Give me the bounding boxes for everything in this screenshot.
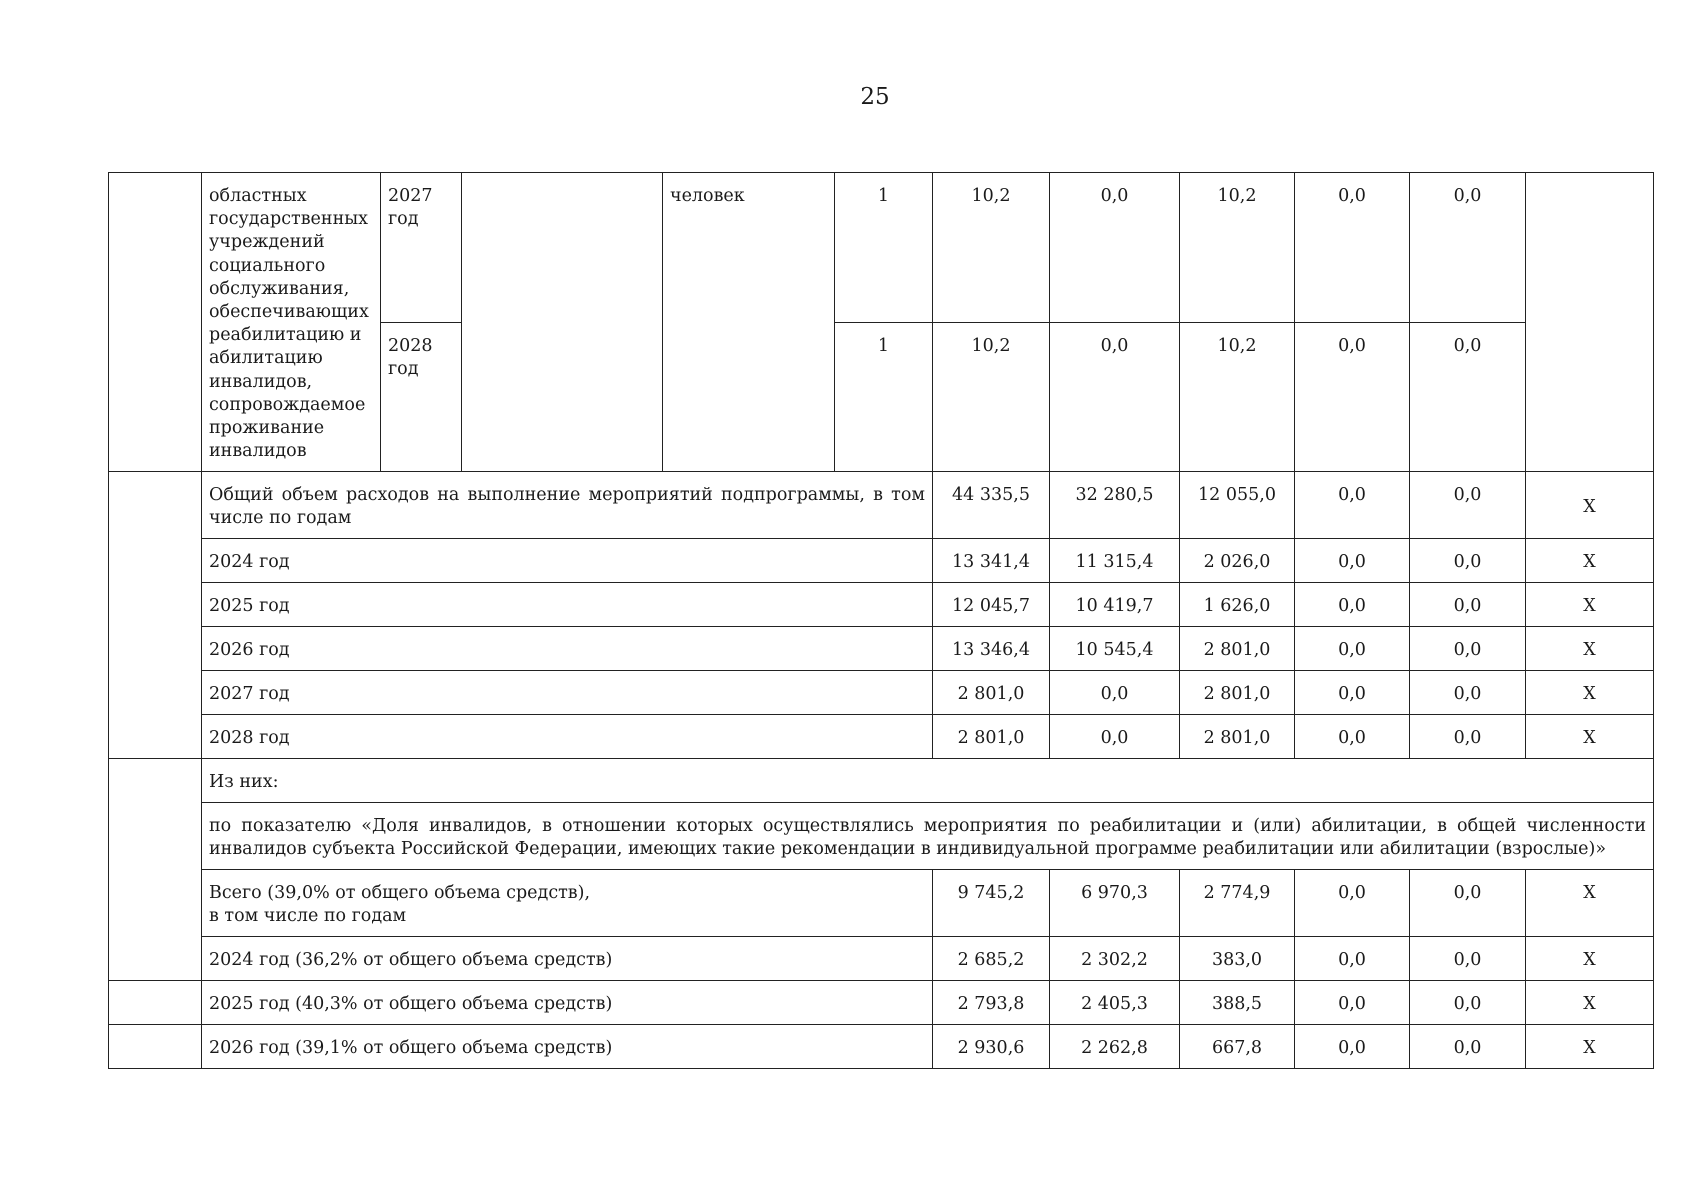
federal-cell: 0,0 [1050,322,1180,472]
table-row [109,870,1654,937]
indicator-text: по показателю «Доля инвалидов, в отношении которых осуществлялись мероприятия по реабилитации и (или) абилитации, в общей численности инвалидов субъекта Российской Федерации, имеющих такие рекомендации в индивидуальной программе реабилитации или абилитации (взрослые)» [202,803,1654,870]
table-row [109,173,1654,323]
other-cell: 0,0 [1410,981,1526,1025]
table-row [109,981,1654,1025]
total-cell: 9 745,2 [933,870,1050,937]
year-cell: 2027 год [381,173,462,323]
regional-cell: 2 801,0 [1180,671,1295,715]
year-label: 2026 год (39,1% от общего объема средств) [202,1025,933,1069]
other-cell: 0,0 [1410,870,1526,937]
municipal-cell: 0,0 [1295,870,1410,937]
municipal-cell: 0,0 [1295,937,1410,981]
x-mark-cell: X [1526,472,1654,539]
count-cell: 1 [835,173,933,323]
municipal-cell: 0,0 [1295,1025,1410,1069]
x-mark-cell: X [1526,671,1654,715]
total-cell: 10,2 [933,322,1050,472]
totals-label: Общий объем расходов на выполнение мероприятий подпрограммы, в том числе по годам [202,472,933,539]
subtotal-label-line-1: Всего (39,0% от общего объема средств), [209,883,591,904]
year-label: 2027 год [202,671,933,715]
year-label: 2028 год [202,715,933,759]
empty-index-cell [109,981,202,1025]
x-mark-cell: X [1526,1025,1654,1069]
subtotal-label [202,870,933,937]
municipal-cell: 0,0 [1295,539,1410,583]
x-mark-cell: X [1526,870,1654,937]
x-mark-cell: X [1526,583,1654,627]
regional-cell: 667,8 [1180,1025,1295,1069]
empty-cell [1526,173,1654,472]
federal-cell: 6 970,3 [1050,870,1180,937]
federal-cell: 0,0 [1050,671,1180,715]
table-row [109,937,1654,981]
total-cell: 13 341,4 [933,539,1050,583]
federal-cell: 10 545,4 [1050,627,1180,671]
other-cell: 0,0 [1410,715,1526,759]
federal-cell: 0,0 [1050,173,1180,323]
unit-cell: человек [663,173,835,472]
year-label: 2025 год (40,3% от общего объема средств) [202,981,933,1025]
budget-table [108,172,1654,1069]
year-label: 2024 год [202,539,933,583]
municipal-cell: 0,0 [1295,627,1410,671]
regional-cell: 2 774,9 [1180,870,1295,937]
x-mark-cell: X [1526,539,1654,583]
total-cell: 2 685,2 [933,937,1050,981]
regional-cell: 2 026,0 [1180,539,1295,583]
other-cell: 0,0 [1410,671,1526,715]
total-cell: 2 793,8 [933,981,1050,1025]
regional-cell: 12 055,0 [1180,472,1295,539]
federal-cell: 32 280,5 [1050,472,1180,539]
municipal-cell: 0,0 [1295,981,1410,1025]
municipal-cell: 0,0 [1295,715,1410,759]
count-cell: 1 [835,322,933,472]
municipal-cell: 0,0 [1295,583,1410,627]
empty-index-cell [109,759,202,981]
other-cell: 0,0 [1410,583,1526,627]
table-row [109,583,1654,627]
regional-cell: 383,0 [1180,937,1295,981]
table-row [109,759,1654,803]
subtotal-label-line-2: в том числе по годам [209,906,407,927]
table-row [109,803,1654,870]
empty-index-cell [109,173,202,472]
x-mark-cell: X [1526,627,1654,671]
regional-cell: 388,5 [1180,981,1295,1025]
measure-name: областных государственных учреждений социального обслуживания, обеспечивающих реабилитацию и абилитацию инвалидов, сопровождаемое проживание инвалидов [202,173,381,472]
empty-cell [462,173,663,472]
regional-cell: 2 801,0 [1180,627,1295,671]
year-label: 2024 год (36,2% от общего объема средств) [202,937,933,981]
federal-cell: 2 302,2 [1050,937,1180,981]
federal-cell: 2 405,3 [1050,981,1180,1025]
x-mark-cell: X [1526,981,1654,1025]
other-cell: 0,0 [1410,472,1526,539]
x-mark-cell: X [1526,715,1654,759]
federal-cell: 0,0 [1050,715,1180,759]
regional-cell: 10,2 [1180,322,1295,472]
empty-index-cell [109,472,202,759]
table-row [109,1025,1654,1069]
table-row [109,472,1654,539]
total-cell: 2 801,0 [933,671,1050,715]
table-row [109,539,1654,583]
page-number: 25 [860,84,890,110]
total-cell: 13 346,4 [933,627,1050,671]
regional-cell: 10,2 [1180,173,1295,323]
other-cell: 0,0 [1410,539,1526,583]
other-cell: 0,0 [1410,627,1526,671]
year-cell: 2028 год [381,322,462,472]
table-row [109,627,1654,671]
federal-cell: 2 262,8 [1050,1025,1180,1069]
year-label: 2026 год [202,627,933,671]
municipal-cell: 0,0 [1295,472,1410,539]
other-cell: 0,0 [1410,173,1526,323]
total-cell: 2 801,0 [933,715,1050,759]
year-label: 2025 год [202,583,933,627]
total-cell: 2 930,6 [933,1025,1050,1069]
municipal-cell: 0,0 [1295,173,1410,323]
total-cell: 44 335,5 [933,472,1050,539]
municipal-cell: 0,0 [1295,322,1410,472]
of-which-label: Из них: [202,759,1654,803]
table-row [109,671,1654,715]
regional-cell: 1 626,0 [1180,583,1295,627]
municipal-cell: 0,0 [1295,671,1410,715]
x-mark-cell: X [1526,937,1654,981]
table-row [109,715,1654,759]
total-cell: 12 045,7 [933,583,1050,627]
other-cell: 0,0 [1410,322,1526,472]
other-cell: 0,0 [1410,937,1526,981]
other-cell: 0,0 [1410,1025,1526,1069]
empty-index-cell [109,1025,202,1069]
regional-cell: 2 801,0 [1180,715,1295,759]
federal-cell: 11 315,4 [1050,539,1180,583]
total-cell: 10,2 [933,173,1050,323]
federal-cell: 10 419,7 [1050,583,1180,627]
